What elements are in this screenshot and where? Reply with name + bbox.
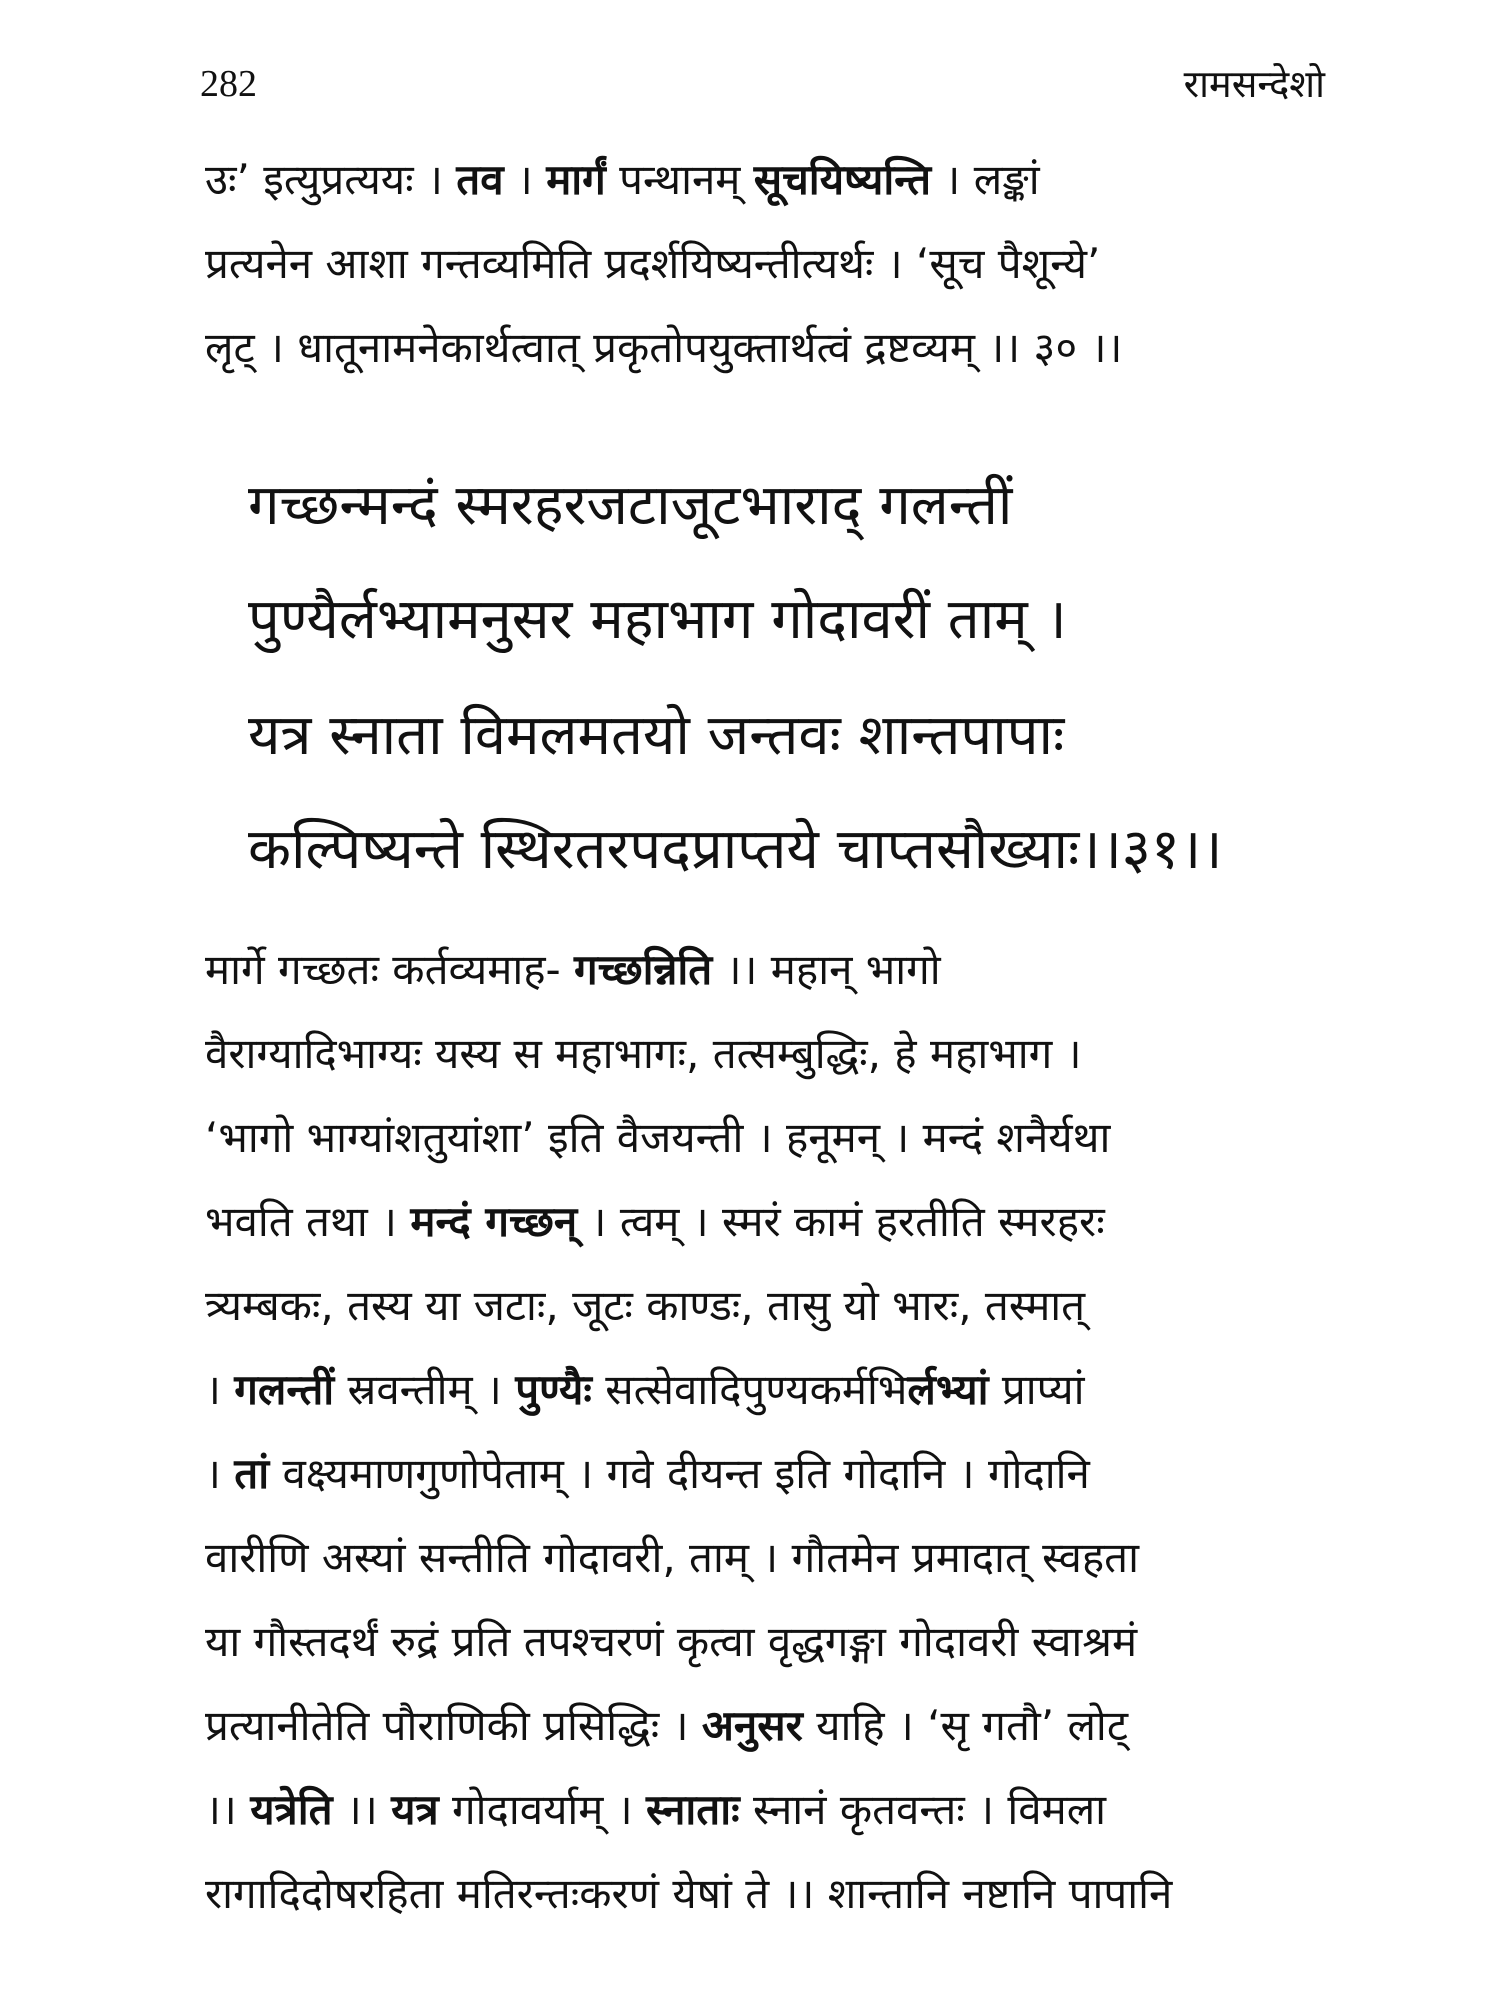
commentary-line: त्र्यम्बकः, तस्य या जटाः, जूटः काण्डः, तासु यो भारः, तस्मात् bbox=[205, 1281, 1086, 1330]
commentary-line: भवति तथा । मन्दं गच्छन् । त्वम् । स्मरं कामं हरतीति स्मरहरः bbox=[205, 1197, 1105, 1246]
running-head: रामसन्देशो bbox=[1183, 62, 1325, 106]
lemma: स्नाताः bbox=[646, 1785, 740, 1834]
commentary-line: रागादिदोषरहिता मतिरन्तःकरणं येषां ते ।। शान्तानि नष्टानि पापानि bbox=[205, 1869, 1173, 1918]
lemma: सूचयिष्यन्ति bbox=[753, 155, 932, 204]
commentary-line: ‘भागो भाग्यांशतुयांशा’ इति वैजयन्ती । हनूमन् । मन्दं शनैर्यथा bbox=[205, 1113, 1111, 1162]
lemma: यत्र bbox=[391, 1785, 439, 1834]
lemma: गच्छन्निति bbox=[574, 945, 713, 994]
lemma: तां bbox=[234, 1449, 270, 1498]
commentary-line: वारीणि अस्यां सन्तीति गोदावरी, ताम् । गौतमेन प्रमादात् स्वहता bbox=[205, 1533, 1139, 1582]
commentary-line: प्रत्यनेन आशा गन्तव्यमिति प्रदर्शयिष्यन्तीत्यर्थः । ‘सूच पैशून्ये’ bbox=[205, 239, 1101, 288]
verse-line: कल्पिष्यन्ते स्थिरतरपदप्राप्तये चाप्तसौख्याः।।३१।। bbox=[248, 817, 1223, 882]
verse-line: गच्छन्मन्दं स्मरहरजटाजूटभाराद् गलन्तीं bbox=[248, 473, 1013, 538]
lemma: यत्रेति bbox=[250, 1785, 333, 1834]
lemma: अनुसर bbox=[701, 1701, 803, 1750]
lemma: मार्गं bbox=[546, 155, 606, 204]
commentary-line: ।। यत्रेति ।। यत्र गोदावर्याम् । स्नाताः स्नानं कृतवन्तः । विमला bbox=[205, 1785, 1107, 1834]
lemma: गलन्तीं bbox=[234, 1365, 335, 1414]
commentary-line: उः’ इत्युप्रत्ययः । तव । मार्गं पन्थानम् सूचयिष्यन्ति । लङ्कां bbox=[205, 155, 1040, 204]
commentary-line: लृट् । धातूनामनेकार्थत्वात् प्रकृतोपयुक्तार्थत्वं द्रष्टव्यम् ।। ३० ।। bbox=[205, 323, 1123, 372]
lemma: र्लभ्यां bbox=[907, 1365, 989, 1414]
lemma: पुण्यैः bbox=[515, 1365, 592, 1414]
page-number: 282 bbox=[200, 63, 257, 105]
commentary-line: । तां वक्ष्यमाणगुणोपेताम् । गवे दीयन्त इति गोदानि । गोदानि bbox=[205, 1449, 1090, 1498]
verse-line: यत्र स्नाता विमलमतयो जन्तवः शान्तपापाः bbox=[248, 703, 1065, 768]
lemma: तव bbox=[456, 155, 504, 204]
commentary-line: प्रत्यानीतेति पौराणिकी प्रसिद्धिः । अनुसर याहि । ‘सृ गतौ’ लोट् bbox=[205, 1701, 1128, 1750]
verse-line: पुण्यैर्लभ्यामनुसर महाभाग गोदावरीं ताम् । bbox=[248, 587, 1067, 652]
commentary-line: या गौस्तदर्थं रुद्रं प्रति तपश्चरणं कृत्वा वृद्धगङ्गा गोदावरी स्वाश्रमं bbox=[205, 1617, 1138, 1666]
commentary-line: वैराग्यादिभाग्यः यस्य स महाभागः, तत्सम्बुद्धिः, हे महाभाग । bbox=[205, 1029, 1082, 1078]
commentary-line: । गलन्तीं स्रवन्तीम् । पुण्यैः सत्सेवादिपुण्यकर्मभिर्लभ्यां प्राप्यां bbox=[205, 1365, 1085, 1414]
commentary-line: मार्गे गच्छतः कर्तव्यमाह- गच्छन्निति ।। महान् भागो bbox=[205, 945, 941, 994]
lemma: मन्दं गच्छन् bbox=[410, 1197, 578, 1246]
